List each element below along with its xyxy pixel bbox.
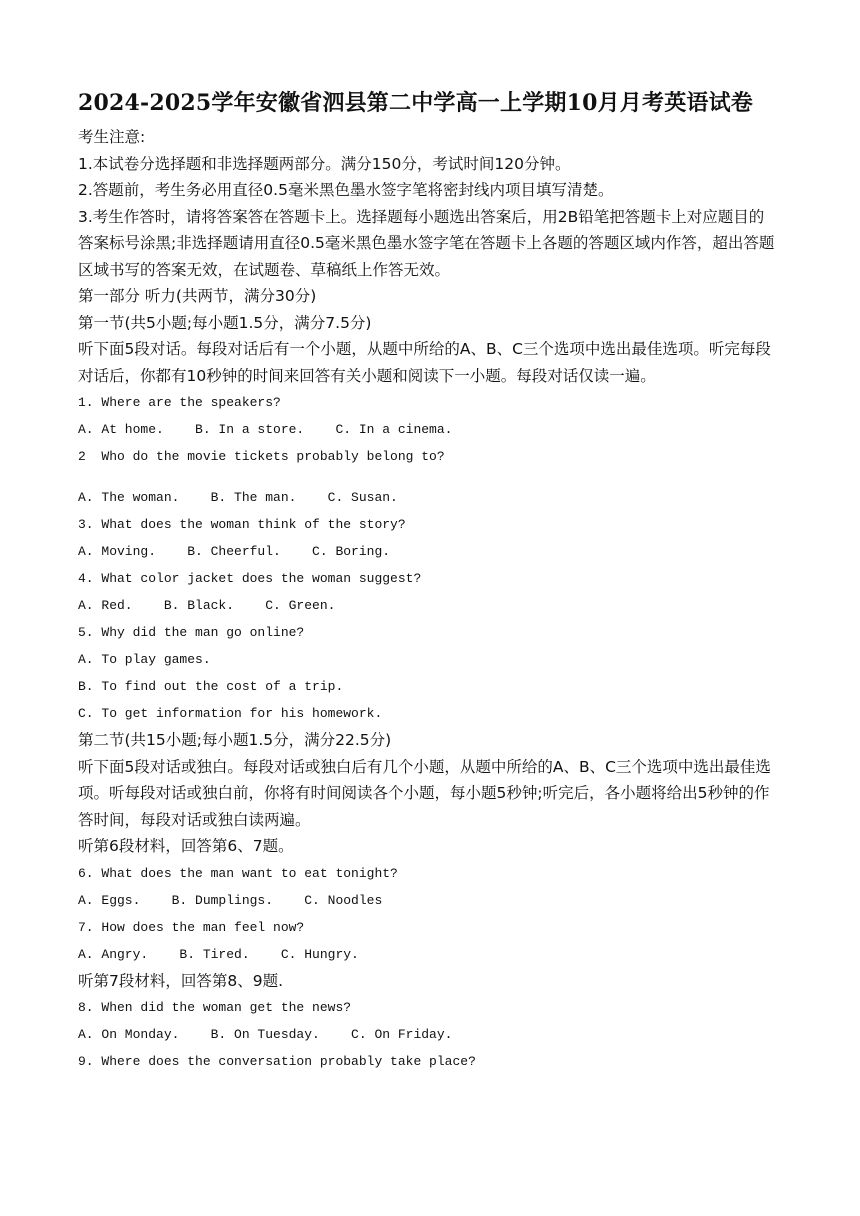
question-4-options: A. Red. B. Black. C. Green. <box>78 598 336 613</box>
question-2-options: A. The woman. B. The man. C. Susan. <box>78 490 398 505</box>
question-1-stem: 1. Where are the speakers? <box>78 395 281 410</box>
question-5-option-c: C. To get information for his homework. <box>78 706 383 721</box>
question-5-option-a: A. To play games. <box>78 652 211 667</box>
question-5-option-b: B. To find out the cost of a trip. <box>78 679 344 694</box>
notice-item-3: 3.考生作答时，请将答案答在答题卡上。选择题每小题选出答案后，用2B铅笔把答题卡上对应题目的答案标号涂黑;非选择题请用直径0.5毫米黑色墨水签字笔在答题卡上各题的答题区域内作答，超出答题区域书写的答案无效，在试题卷、草稿纸上作答无效。 <box>78 207 775 279</box>
material-6-heading: 听第6段材料，回答第6、7题。 <box>78 837 294 855</box>
section1-heading: 第一节(共5小题;每小题1.5分，满分7.5分) <box>78 313 372 332</box>
question-7-stem: 7. How does the man feel now? <box>78 919 305 935</box>
question-8-options: A. On Monday. B. On Tuesday. C. On Friday. <box>78 1027 453 1042</box>
question-6-options: A. Eggs. B. Dumplings. C. Noodles <box>78 892 383 908</box>
question-3-options: A. Moving. B. Cheerful. C. Boring. <box>78 544 391 559</box>
question-3-stem: 3. What does the woman think of the story? <box>78 517 406 532</box>
question-6-stem: 6. What does the man want to eat tonight? <box>78 865 398 881</box>
question-8-stem: 8. When did the woman get the news? <box>78 1000 352 1015</box>
question-7-options: A. Angry. B. Tired. C. Hungry. <box>78 946 359 962</box>
question-4-stem: 4. What color jacket does the woman suggest? <box>78 571 422 586</box>
question-2-stem: 2 Who do the movie tickets probably belong to? <box>78 449 445 464</box>
question-5-stem: 5. Why did the man go online? <box>78 625 305 640</box>
part1-heading: 第一部分 听力(共两节，满分30分) <box>78 287 317 305</box>
notice-item-2: 2.答题前，考生务必用直径0.5毫米黑色墨水签字笔将密封线内项目填写清楚。 <box>78 181 614 199</box>
question-1-options: A. At home. B. In a store. C. In a cinema. <box>78 422 453 437</box>
notice-item-1: 1.本试卷分选择题和非选择题两部分。满分150分，考试时间120分钟。 <box>78 154 571 173</box>
notice-heading: 考生注意: <box>78 128 146 146</box>
section2-instructions: 听下面5段对话或独白。每段对话或独白后有几个小题，从题中所给的A、B、C三个选项中选出最佳选项。听每段对话或独白前，你将有时间阅读各个小题，每小题5秒钟;听完后，各小题将给出5秒钟的作答时间，每段对话或独白读两遍。 <box>78 757 771 829</box>
exam-title: 2024-2025学年安徽省泗县第二中学高一上学期10月月考英语试卷 <box>78 90 754 116</box>
section1-instructions: 听下面5段对话。每段对话后有一个小题，从题中所给的A、B、C三个选项中选出最佳选项。听完每段对话后，你都有10秒钟的时间来回答有关小题和阅读下一小题。每段对话仅读一遍。 <box>78 340 771 385</box>
section2-heading: 第二节(共15小题;每小题1.5分，满分22.5分) <box>78 731 392 749</box>
material-7-heading: 听第7段材料，回答第8、9题. <box>78 971 284 990</box>
exam-content <box>78 124 778 1075</box>
question-9-stem: 9. Where does the conversation probably take place? <box>78 1054 476 1069</box>
